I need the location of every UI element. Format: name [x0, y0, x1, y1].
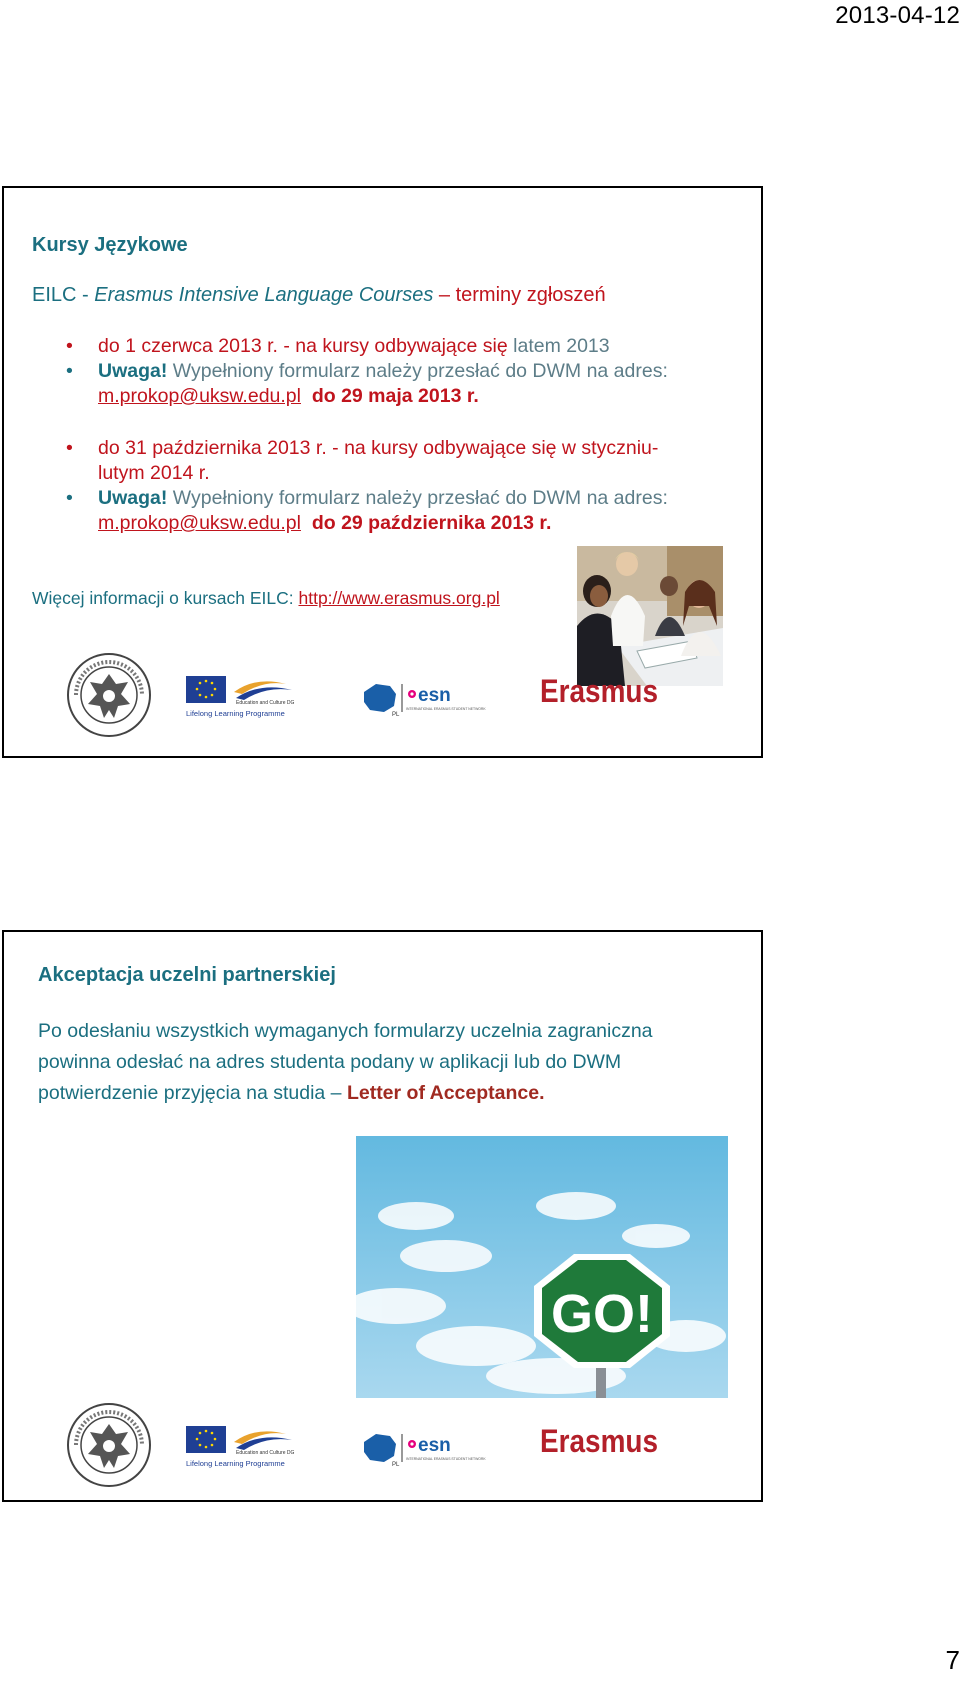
header-date: 2013-04-12 — [835, 2, 960, 29]
poland-map-icon — [364, 684, 396, 712]
deadline-text: do 29 maja 2013 r. — [311, 385, 479, 407]
letter-of-acceptance: Letter of Acceptance. — [346, 1082, 545, 1104]
svg-text:esn: esn — [418, 1435, 451, 1456]
subtitle-italic: Erasmus Intensive Language Courses — [94, 284, 434, 306]
bullet-icon: • — [66, 360, 73, 382]
slide-kursy-jezykowe — [2, 186, 763, 758]
slide-akceptacja — [2, 930, 763, 1502]
svg-text:Education and Culture DG: Education and Culture DG — [236, 700, 295, 706]
uwaga-label: Uwaga! — [98, 360, 168, 382]
poland-map-icon — [364, 1434, 396, 1462]
bullet-text: do 31 października 2013 r. - na kursy odbywające się w styczniu-lutym 2014 r. — [98, 437, 659, 484]
erasmus-website-link[interactable]: http://www.erasmus.org.pl — [298, 588, 500, 608]
list-item — [64, 486, 704, 536]
svg-text:Erasmus: Erasmus — [540, 673, 658, 709]
bullet-list-winter — [64, 436, 704, 536]
list-item — [64, 334, 704, 359]
esn-star-icon — [408, 690, 416, 698]
body-text: Po odesłaniu wszystkich wymaganych formularzy uczelnia zagraniczna powinna odesłać na adres studenta podany w aplikacji lub do DWM potwierdzenie przyjęcia na studia – — [38, 1020, 653, 1104]
slide-title: Akceptacja uczelni partnerskiej — [38, 964, 336, 986]
slide-body-text — [38, 1016, 718, 1109]
bullet-icon: • — [66, 335, 73, 357]
more-info — [32, 588, 500, 609]
erasmus-logo — [538, 672, 660, 712]
erasmus-logo — [538, 1422, 660, 1462]
bullet-list-summer — [64, 334, 704, 409]
svg-text:Erasmus: Erasmus — [540, 1423, 658, 1459]
list-item — [64, 359, 704, 409]
eu-lifelong-learning-logo — [186, 1424, 306, 1470]
svg-text:PL: PL — [392, 1462, 400, 1468]
eu-lifelong-learning-logo — [186, 674, 306, 720]
email-link[interactable]: m.prokop@uksw.edu.pl — [98, 385, 301, 407]
svg-text:PL: PL — [392, 712, 400, 718]
svg-text:INTERNATIONAL ERASMUS STUDENT: INTERNATIONAL ERASMUS STUDENT NETWORK — [406, 1457, 486, 1461]
bullet-text: do 1 czerwca 2013 r. - na kursy odbywające się — [98, 335, 514, 357]
svg-text:Lifelong Learning Programme: Lifelong Learning Programme — [186, 1459, 285, 1468]
esn-poland-logo — [362, 678, 486, 718]
go-sign-photo — [356, 1136, 728, 1398]
logos-row — [4, 1402, 765, 1492]
bullet-text: Wypełniony formularz należy przesłać do DWM na adres: — [167, 360, 668, 382]
bullet-icon: • — [66, 487, 73, 509]
logos-row — [4, 652, 765, 742]
subtitle-suffix: – terminy zgłoszeń — [433, 284, 606, 306]
page-number: 7 — [945, 1645, 960, 1675]
bullet-icon: • — [66, 437, 73, 459]
slide-subtitle — [32, 284, 606, 307]
bullet-text: Wypełniony formularz należy przesłać do DWM na adres: — [167, 487, 668, 509]
university-seal-icon — [66, 652, 152, 738]
subtitle-prefix: EILC - — [32, 284, 95, 306]
bullet-text-tail: latem 2013 — [513, 335, 610, 357]
slide-title: Kursy Językowe — [32, 234, 188, 256]
svg-text:GO!: GO! — [551, 1284, 653, 1344]
esn-poland-logo — [362, 1428, 486, 1468]
svg-text:INTERNATIONAL ERASMUS STUDENT: INTERNATIONAL ERASMUS STUDENT NETWORK — [406, 707, 486, 711]
more-info-text: Więcej informacji o kursach EILC: — [32, 588, 299, 608]
svg-text:Education and Culture DG: Education and Culture DG — [236, 1450, 295, 1456]
esn-star-icon — [408, 1440, 416, 1448]
email-link[interactable]: m.prokop@uksw.edu.pl — [98, 512, 301, 534]
uwaga-label: Uwaga! — [98, 487, 168, 509]
go-sign-icon — [534, 1254, 670, 1368]
university-seal-icon — [66, 1402, 152, 1488]
svg-text:Lifelong Learning Programme: Lifelong Learning Programme — [186, 709, 285, 718]
deadline-text: do 29 października 2013 r. — [311, 512, 552, 534]
svg-text:esn: esn — [418, 685, 451, 706]
list-item — [64, 436, 704, 486]
